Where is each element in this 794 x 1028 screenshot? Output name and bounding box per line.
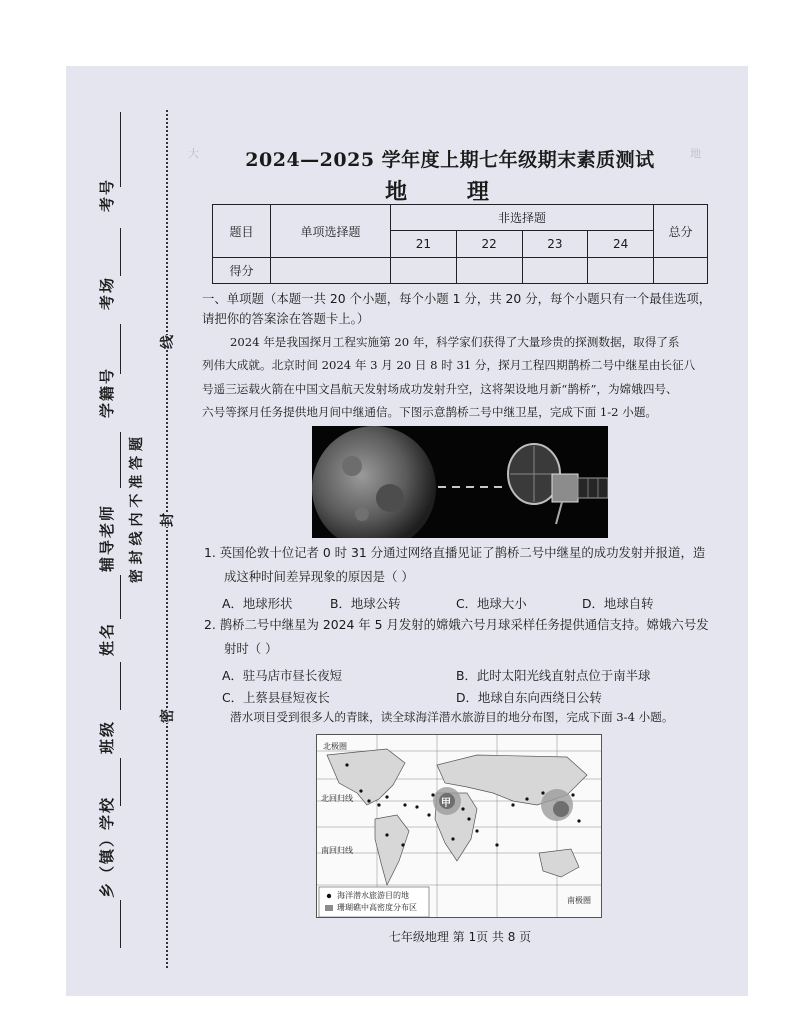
seal-line xyxy=(166,110,168,968)
score-cell[interactable] xyxy=(456,258,522,284)
diving-destination-map xyxy=(316,734,602,918)
score-table-question: 23 xyxy=(522,231,588,258)
field-line xyxy=(120,662,121,710)
score-table-row-label: 得分 xyxy=(213,258,271,284)
score-cell[interactable] xyxy=(588,258,654,284)
score-table-header: 非选择题 xyxy=(391,205,654,231)
score-cell[interactable] xyxy=(271,258,391,284)
score-table-header: 单项选择题 xyxy=(271,205,391,258)
field-line xyxy=(120,228,121,276)
field-line xyxy=(120,575,121,619)
seal-warning: 密 封 线 内 不 准 答 题 xyxy=(129,436,145,584)
passage-line: 六号等探月任务提供地月间中继通信。下图示意鹊桥二号中继卫星，完成下面 1-2 小题。 xyxy=(202,405,658,419)
question-2-option-a[interactable]: A．驻马店市昼长夜短 xyxy=(222,668,342,683)
score-table-question: 21 xyxy=(391,231,457,258)
question-2-stem: 2. 鹊桥二号中继星为 2024 年 5 月发射的嫦娥六号月球采样任务提供通信支持。嫦娥六号发 xyxy=(204,617,709,632)
seal-word-line: 线 xyxy=(157,335,177,349)
field-line xyxy=(120,112,121,187)
question-2-option-d[interactable]: D．地球自东向西绕日公转 xyxy=(456,690,602,705)
score-table-question: 22 xyxy=(456,231,522,258)
question-2-option-b[interactable]: B．此时太阳光线直射点位于南半球 xyxy=(456,668,651,683)
field-student-id: 学籍号 xyxy=(98,366,116,418)
question-1-option-a[interactable]: A．地球形状 xyxy=(222,596,293,611)
field-line xyxy=(120,900,121,948)
field-line xyxy=(120,432,121,488)
score-cell[interactable] xyxy=(391,258,457,284)
map-line-label: 南极圈 xyxy=(567,896,591,905)
score-cell[interactable] xyxy=(522,258,588,284)
field-exam-room: 考场 xyxy=(98,275,116,310)
question-1-option-d[interactable]: D．地球自转 xyxy=(582,596,654,611)
field-line xyxy=(120,758,121,806)
question-1-stem: 成这种时间差异现象的原因是（ ） xyxy=(224,569,414,584)
relay-satellite-photo xyxy=(312,426,608,538)
passage-2: 潜水项目受到很多人的青睐，读全球海洋潜水旅游目的地分布图，完成下面 3-4 小题。 xyxy=(230,710,674,724)
field-tutor: 辅导老师 xyxy=(98,503,116,572)
exam-title: 2024—2025 学年度上期七年级期末素质测试 xyxy=(245,149,655,171)
bleed-through-text: 大 xyxy=(188,147,199,160)
page-footer: 七年级地理 第 1页 共 8 页 xyxy=(388,930,532,944)
field-name: 姓名 xyxy=(98,621,116,656)
field-class: 班级 xyxy=(98,719,116,754)
map-line-label: 南回归线 xyxy=(321,846,353,855)
question-1-stem: 1. 英国伦敦十位记者 0 时 31 分通过网络直播见证了鹊桥二号中继星的成功发射并报道，造 xyxy=(204,545,706,560)
question-2-option-c[interactable]: C．上蔡县昼短夜长 xyxy=(222,690,330,705)
field-exam-number: 考号 xyxy=(98,177,116,212)
score-cell[interactable] xyxy=(654,258,708,284)
section-heading: 一、单项题（本题一共 20 个小题，每个小题 1 分，共 20 分，每个小题只有一个最佳选项， xyxy=(202,291,712,306)
score-table xyxy=(212,204,708,284)
map-line-label: 北极圈 xyxy=(323,742,347,751)
map-line-label: 北回归线 xyxy=(321,794,353,803)
score-table-header: 总分 xyxy=(654,205,708,258)
field-line xyxy=(120,324,121,374)
question-2-stem: 射时（ ） xyxy=(224,641,278,656)
seal-word-seal: 封 xyxy=(157,513,177,527)
question-1-option-b[interactable]: B．地球公转 xyxy=(330,596,401,611)
passage-line: 号遥三运载火箭在中国文昌航天发射场成功发射升空，这将架设地月新“鹊桥”，为嫦娥四号、 xyxy=(202,382,678,396)
map-legend-item: 珊瑚礁中高密度分布区 xyxy=(337,903,417,912)
section-heading: 请把你的答案涂在答题卡上。） xyxy=(202,311,370,326)
field-school: 乡（镇）学校 xyxy=(98,795,116,898)
seal-word-secret: 密 xyxy=(157,709,177,723)
passage-line: 2024 年是我国探月工程实施第 20 年，科学家们获得了大量珍贵的探测数据，取得了系 xyxy=(230,335,680,349)
relay-satellite-illustration xyxy=(312,426,608,538)
bleed-through-text: 地 xyxy=(690,147,701,160)
passage-line: 列伟大成就。北京时间 2024 年 3 月 20 日 8 时 31 分，探月工程四期鹊桥二号中继星由长征八 xyxy=(202,358,696,372)
score-table-header: 题目 xyxy=(213,205,271,258)
map-marker-jia: 甲 xyxy=(441,798,451,809)
question-1-option-c[interactable]: C．地球大小 xyxy=(456,596,527,611)
score-table-question: 24 xyxy=(588,231,654,258)
map-legend-item: 海洋潜水旅游目的地 xyxy=(337,891,409,900)
subject-title: 地 理 xyxy=(385,179,515,205)
